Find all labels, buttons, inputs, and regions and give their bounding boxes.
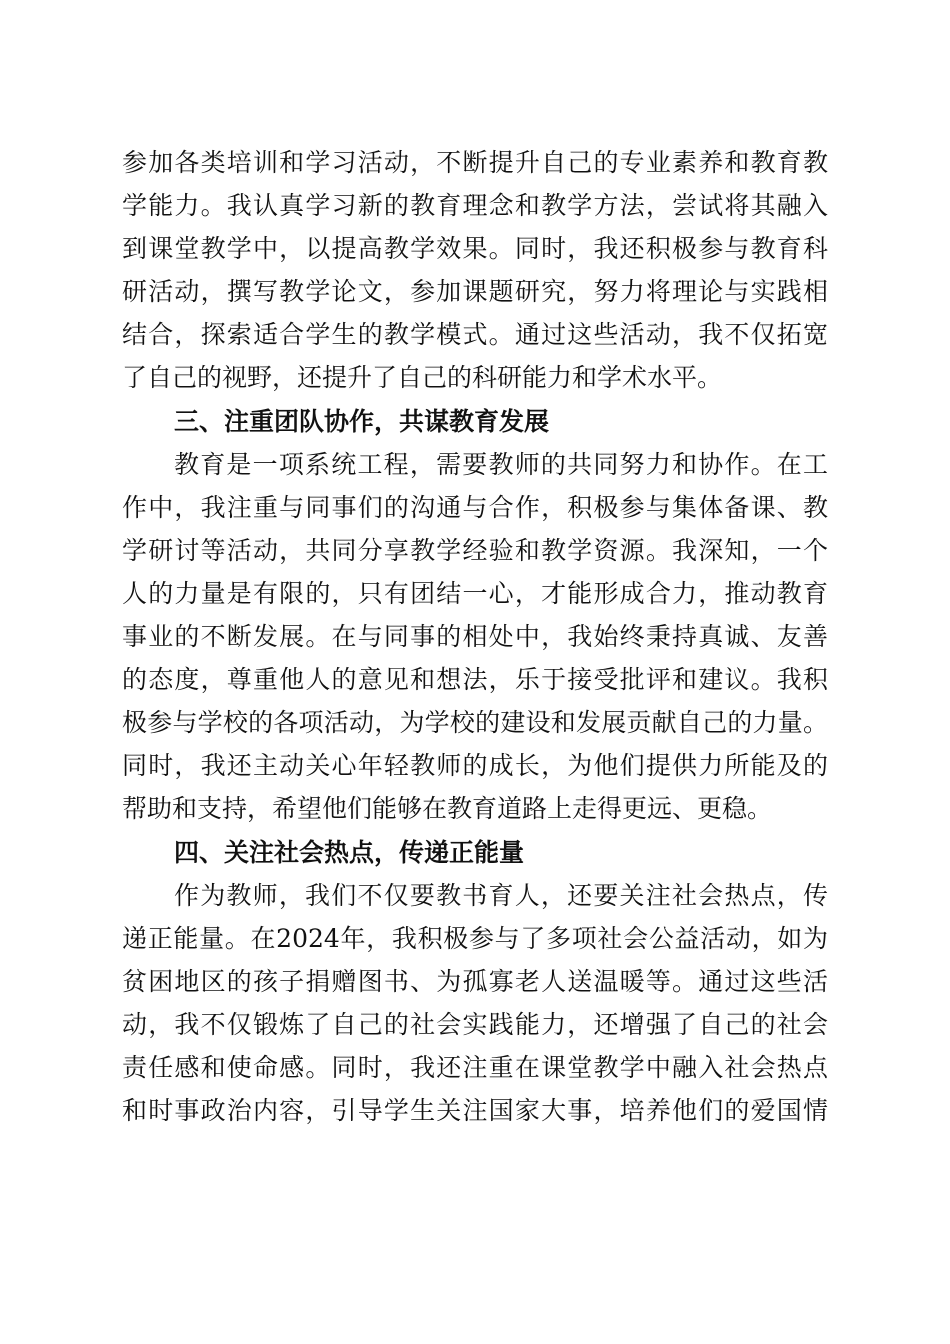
text-line: 教育是一项系统工程，需要教师的共同努力和协作。在工 xyxy=(174,449,828,479)
text-line: 同时，我还主动关心年轻教师的成长，为他们提供力所能及的 xyxy=(122,751,828,781)
text-line: 责任感和使命感。同时，我还注重在课堂教学中融入社会热点 xyxy=(122,1052,828,1082)
text-line: 贫困地区的孩子捐赠图书、为孤寡老人送温暖等。通过这些活 xyxy=(122,966,828,996)
text-line: 研活动，撰写教学论文，参加课题研究，努力将理论与实践相 xyxy=(122,277,828,307)
text-line: 和时事政治内容，引导学生关注国家大事，培养他们的爱国情 xyxy=(122,1096,828,1126)
paragraph xyxy=(122,141,828,400)
text-line: 学研讨等活动，共同分享教学经验和教学资源。我深知，一个 xyxy=(122,535,828,565)
text-line: 作中，我注重与同事们的沟通与合作，积极参与集体备课、教 xyxy=(122,492,828,522)
text-line: 递正能量。在2024年，我积极参与了多项社会公益活动，如为 xyxy=(122,923,828,953)
paragraph xyxy=(122,443,828,831)
section-heading xyxy=(122,831,828,874)
document-page xyxy=(122,141,828,1132)
text-line: 作为教师，我们不仅要教书育人，还要关注社会热点，传 xyxy=(174,880,828,910)
paragraph xyxy=(122,874,828,1133)
heading-text: 三、注重团队协作，共谋教育发展 xyxy=(174,406,550,436)
text-line: 了自己的视野，还提升了自己的科研能力和学术水平。 xyxy=(122,363,723,393)
text-line: 到课堂教学中，以提高教学效果。同时，我还积极参与教育科 xyxy=(122,234,828,264)
text-line: 的态度，尊重他人的意见和想法，乐于接受批评和建议。我积 xyxy=(122,665,828,695)
text-line: 帮助和支持，希望他们能够在教育道路上走得更远、更稳。 xyxy=(122,794,773,824)
text-line: 参加各类培训和学习活动，不断提升自己的专业素养和教育教 xyxy=(122,148,828,177)
text-line: 极参与学校的各项活动，为学校的建设和发展贡献自己的力量。 xyxy=(122,708,828,738)
text-line: 结合，探索适合学生的教学模式。通过这些活动，我不仅拓宽 xyxy=(122,320,828,350)
text-line: 学能力。我认真学习新的教育理念和教学方法，尝试将其融入 xyxy=(122,191,828,221)
text-line: 动，我不仅锻炼了自己的社会实践能力，还增强了自己的社会 xyxy=(122,1009,828,1039)
section-heading xyxy=(122,400,828,443)
text-line: 人的力量是有限的，只有团结一心，才能形成合力，推动教育 xyxy=(122,578,828,608)
heading-text: 四、关注社会热点，传递正能量 xyxy=(174,837,525,867)
text-line: 事业的不断发展。在与同事的相处中，我始终秉持真诚、友善 xyxy=(122,622,828,652)
